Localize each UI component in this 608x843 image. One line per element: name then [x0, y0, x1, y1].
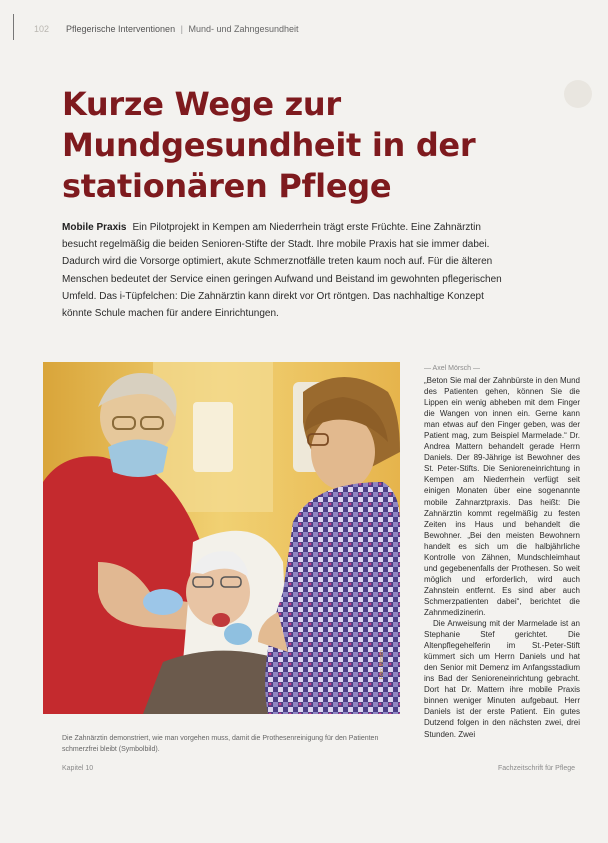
body-paragraph: „Beton Sie mal der Zahnbürste in den Mund des Patienten gehen, können Sie die Lippen ein wenig abheben mit dem Finger die Wangen von innen ein. Gerne kann man etwas auf den Finger geben, was der Patient mag, zum Beispiel Marmelade.“ Dr. Andrea Mattern behandelt gerade Herrn Daniels. Der 89-Jährige ist Bewohner des St. Peter-Stifts. Die Senioreneinrichtung in Kempen am Niederrhein verfügt seit einigen Monaten über eine sogenannte mobile Zahnarztpraxis. Das heißt: Die Zahnärztin kommt regelmäßig zu festen Zeiten ins Haus und behandelt die Bewohner. „Bei den meisten Bewohnern handelt es sich um die halbjährliche Kontrolle von Zähnen, Mundschleimhaut und gegebenenfalls der Prothesen. So weit möglich und erforderlich, wird auch Zahnstein entfernt. Es sind aber auch Schmerzpatienten dabei“, berichtet die Zahnmedizinerin. — [424, 376, 580, 617]
article-photo — [43, 362, 400, 714]
subsection-label: Mund- und Zahngesundheit — [188, 24, 299, 34]
dentist-photo-illustration — [43, 362, 400, 714]
article-lead — [62, 219, 510, 322]
byline: — Axel Mörsch — — [424, 365, 481, 372]
footer-left: Kapitel 10 — [62, 765, 94, 772]
photo-credit: Foto: Mörsch — [379, 650, 385, 680]
footer-right: Fachzeitschrift für Pflege — [498, 765, 576, 772]
article-body — [424, 375, 580, 740]
page-number: 102 — [34, 24, 50, 34]
photo-caption: Die Zahnärztin demonstriert, wie man vorgehen muss, damit die Prothesenreinigung für den Patienten schmerzfrei bleibt (Symbolbild). — [62, 735, 379, 753]
body-paragraph: Die Anweisung mit der Marmelade ist an Stephanie Stef gerichtet. Die Altenpflegehelferin im St.-Peter-Stift kümmert sich um Herrn Daniels und hat den Senior mit Demenz im Anfangsstadium ins Bad der Senioreneinrichtung gebracht. Dort hat Dr. Mattern ihre mobile Praxis binnen weniger Minuten aufgebaut. Herr Daniels ist der erste Patient. Ein gutes Dutzend folgen in den nächsten zwei, drei Stunden. Zwei — [424, 619, 580, 739]
lead-text: Ein Pilotprojekt in Kempen am Niederrhein trägt erste Früchte. Eine Zahnärztin besucht regelmäßig die beiden Senioren-Stifte der Stadt. Ihre mobile Praxis hat sie immer dabei. Dadurch wird die Vorsorge optimiert, akute Schmerznotfälle treten kaum noch auf. Für die älteren Menschen bedeutet der Service einen geringen Aufwand und Beistand im gewohnten pflegerischen Umfeld. Das i-Tüpfelchen: Die Zahnärztin kann direkt vor Ort röntgen. Das nachhaltige Konzept könnte Schule machen für andere Einrichtungen. — [62, 222, 502, 320]
running-head — [66, 24, 299, 34]
margin-rule — [13, 14, 14, 40]
header-separator: | — [180, 24, 183, 34]
section-marker-dot — [564, 80, 592, 108]
article-title: Kurze Wege zur Mundgesundheit in der stationären Pflege — [62, 85, 476, 205]
lead-kicker: Mobile Praxis — [62, 222, 127, 233]
section-label: Pflegerische Interventionen — [66, 24, 176, 34]
